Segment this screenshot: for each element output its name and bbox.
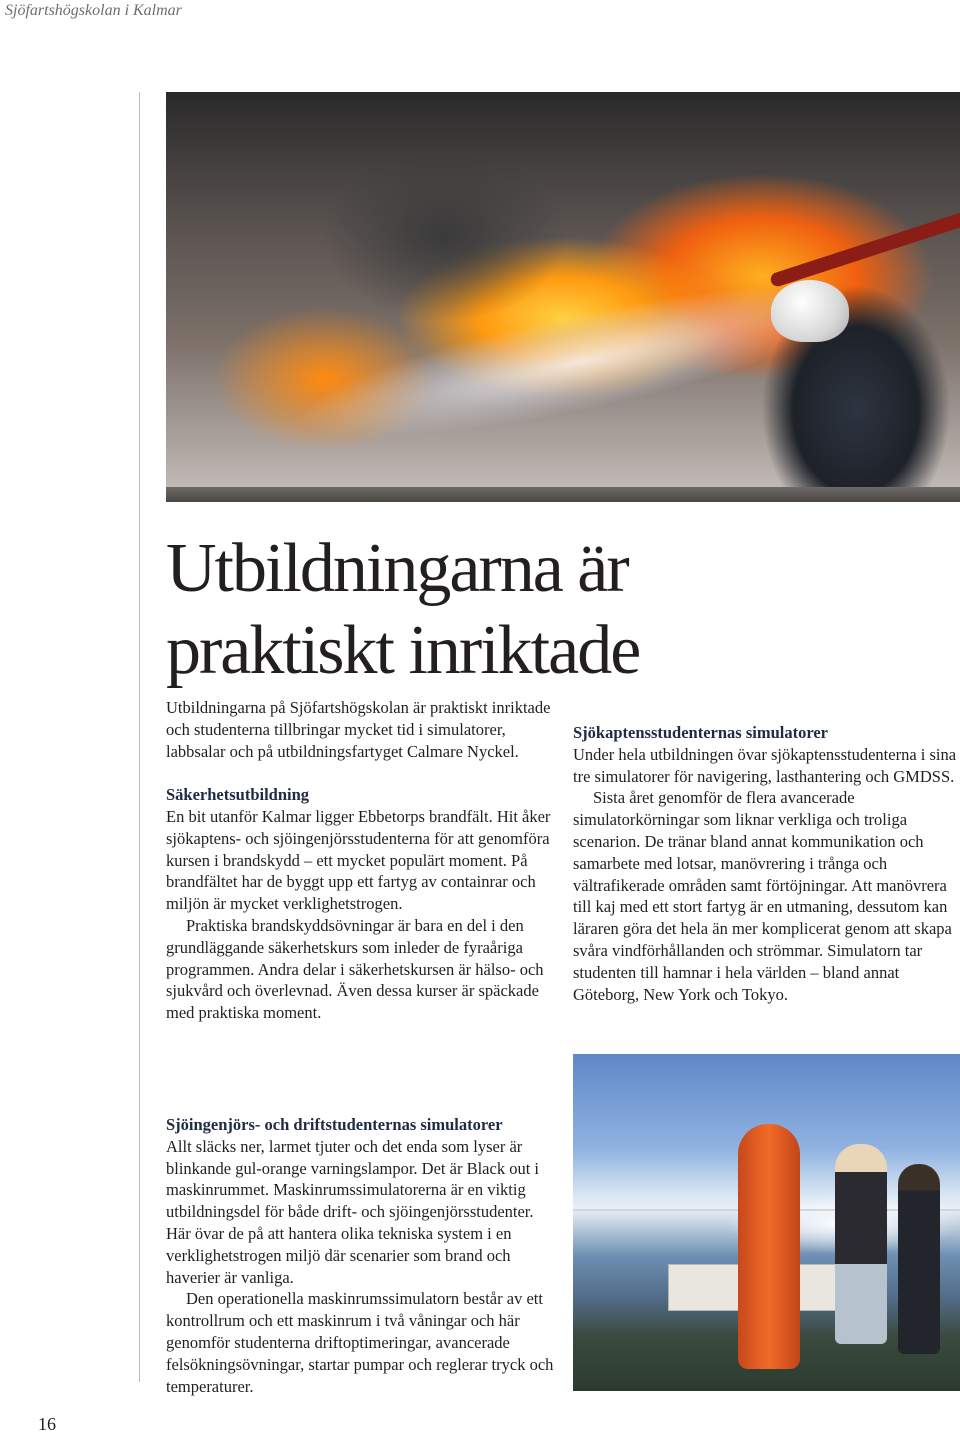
captain-sim-heading: Sjökaptensstudenternas simulatorer [573,723,829,742]
captain-sim-paragraph-2: Sista året genomför de flera avancerade simulatorkörningar som liknar verkliga och troliga scenarion. De tränar bland annat kommunikation och samarbete med lotsar, manövrering i trånga och vältrafikerade områden samt förtöjningar. Att manövrera till kaj med ett stort fartyg är en utmaning, dessutom kan läraren göra det hela än mer komplicerat genom att skapa svåra vindförhållanden och strömmar. Simulatorn tar studenten till hamnar i hela världen – bland annat Göteborg, New York och Tokyo. [573,788,952,1004]
title-line-2: praktiskt inriktade [166,612,640,689]
student-figure [835,1144,887,1344]
running-header: Sjöfartshögskolan i Kalmar [5,2,182,19]
page-number: 16 [38,1414,56,1434]
survival-suit-figure [738,1124,800,1369]
firefighting-photo [166,92,960,502]
container-deck [166,487,960,502]
engineer-sim-paragraph-1: Allt släcks ner, larmet tjuter och det enda som lyser är blinkande gul-orange varningslampor. Det är Black out i maskinrummet. Maskinrumssimulatorerna är en viktig utbildningsdel för både drift- och sjöingenjörsstudenter. Här övar de på att hantera olika tekniska system i en verklighetstrogen miljö där scenarier som brand och haverier är vanliga. [166,1136,539,1287]
intro-paragraph: Utbildningarna på Sjöfartshögskolan är praktiskt inriktade och studenterna tillbringar mycket tid i simulatorer, labbsalar och på utbildningsfartyget Calmare Nyckel. [166,698,551,761]
captain-sim-paragraph-1: Under hela utbildningen övar sjökaptensstudenterna i sina tre simulatorer för navigering, lasthantering och GMDSS. [573,744,957,786]
left-column-bottom [166,1114,556,1397]
vertical-rule [139,92,140,1382]
safety-heading: Säkerhetsutbildning [166,785,310,805]
safety-paragraph-2: Praktiska brandskyddsövningar är bara en del i den grundläggande säkerhetskurs som inleder de fyraåriga programmen. Andra delar i säkerhetskursen är hälso- och sjukvård och överlevnad. Även dessa kurser är späckade med praktiska moment. [166,915,544,1023]
water-spray [166,237,816,502]
photographer-figure [898,1164,940,1354]
firefighter-helmet [771,280,849,342]
engineer-sim-paragraph-2: Den operationella maskinrumssimulatorn består av ett kontrollrum och ett maskinrum i två våningar och här genomför studenterna driftoptimeringar, avancerade felsökningsövningar, startar pumpar och reglerar tryck och temperaturer. [166,1289,554,1396]
right-column [573,722,960,1005]
safety-paragraph-1: En bit utanför Kalmar ligger Ebbetorps brandfält. Hit åker sjökaptens- och sjöingenjörsstudenterna för att genomföra kursen i brandskydd – ett mycket populärt moment. På brandfältet har de byggt upp ett fartyg av containrar och miljön är mycket verklighetstrogen. [166,806,551,914]
title-line-1: Utbildningarna är [166,530,628,607]
ship-deck-photo [573,1054,960,1391]
engineer-sim-heading: Sjöingenjörs- och driftstudenternas simulatorer [166,1115,503,1134]
page-title [166,528,639,692]
left-column-top [166,697,556,1024]
